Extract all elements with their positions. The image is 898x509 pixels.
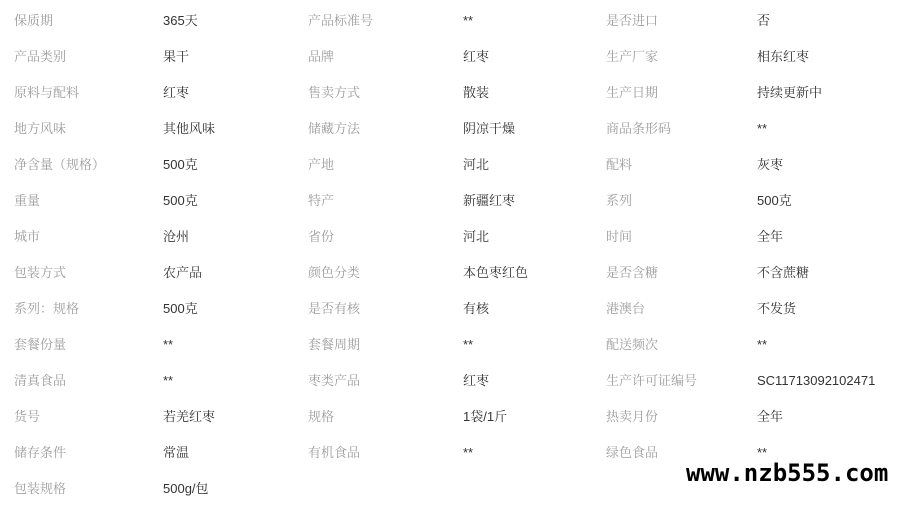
attribute-row [308, 75, 604, 111]
attribute-value: 有核 [463, 301, 490, 316]
attribute-label: 地方风味 [14, 121, 67, 136]
attribute-label: 重量 [14, 193, 41, 208]
attribute-label: 产品标准号 [308, 13, 374, 28]
attribute-row [308, 327, 604, 363]
attribute-row [14, 435, 306, 471]
attribute-label: 原料与配料 [14, 85, 80, 100]
attribute-label: 储藏方法 [308, 121, 361, 136]
attribute-value: 500克 [163, 157, 198, 172]
attribute-row [308, 111, 604, 147]
attribute-value: 1袋/1斤 [463, 409, 508, 424]
attribute-value: 沧州 [163, 229, 190, 244]
attribute-label: 生产日期 [606, 85, 659, 100]
attribute-value: 农产品 [163, 265, 203, 280]
attribute-label: 包装方式 [14, 265, 67, 280]
attribute-row [14, 399, 306, 435]
attribute-label: 系列：规格 [14, 301, 80, 316]
attribute-row [606, 327, 896, 363]
attribute-label: 特产 [308, 193, 335, 208]
attribute-label: 枣类产品 [308, 373, 361, 388]
attribute-row [606, 111, 896, 147]
attribute-row [14, 111, 306, 147]
attribute-value: ** [757, 445, 768, 460]
attribute-label: 产地 [308, 157, 335, 172]
attribute-row [308, 147, 604, 183]
attribute-value: 相东红枣 [757, 49, 810, 64]
attribute-value: 500g/包 [163, 481, 209, 496]
attribute-value: ** [757, 121, 768, 136]
attribute-value: 散装 [463, 85, 490, 100]
attribute-row [308, 183, 604, 219]
attribute-value: 红枣 [463, 373, 490, 388]
attribute-value: 红枣 [163, 85, 190, 100]
attribute-label: 颜色分类 [308, 265, 361, 280]
attribute-row [308, 3, 604, 39]
attribute-label: 有机食品 [308, 445, 361, 460]
attribute-row [308, 363, 604, 399]
attribute-row [14, 327, 306, 363]
attribute-row [606, 255, 896, 291]
attribute-row [14, 39, 306, 75]
attribute-row [14, 291, 306, 327]
attribute-value: 500克 [163, 301, 198, 316]
attribute-row [14, 255, 306, 291]
attribute-row [308, 291, 604, 327]
attribute-value: SC11713092102471 [757, 373, 876, 388]
attribute-value: 365天 [163, 13, 198, 28]
attribute-label: 生产许可证编号 [606, 373, 698, 388]
attribute-row [606, 399, 896, 435]
attribute-value: 灰枣 [757, 157, 784, 172]
attribute-value: 全年 [757, 409, 784, 424]
attribute-label: 套餐份量 [14, 337, 67, 352]
attribute-label: 配料 [606, 157, 633, 172]
attribute-value: ** [463, 337, 474, 352]
attribute-label: 是否进口 [606, 13, 659, 28]
attribute-label: 售卖方式 [308, 85, 361, 100]
attribute-row [14, 3, 306, 39]
attribute-label: 是否含糖 [606, 265, 659, 280]
attribute-label: 储存条件 [14, 445, 67, 460]
attribute-row [14, 147, 306, 183]
attribute-label: 港澳台 [606, 301, 646, 316]
attribute-row [14, 219, 306, 255]
attribute-row [606, 291, 896, 327]
attribute-value: ** [757, 337, 768, 352]
attribute-row [14, 75, 306, 111]
attribute-label: 是否有核 [308, 301, 361, 316]
attribute-label: 净含量（规格） [14, 157, 106, 172]
attribute-row [14, 183, 306, 219]
attribute-label: 生产厂家 [606, 49, 659, 64]
attribute-value: 否 [757, 13, 771, 28]
attribute-value: 常温 [163, 445, 190, 460]
attribute-value: 若羌红枣 [163, 409, 216, 424]
watermark: www.nzb555.com [686, 459, 889, 487]
attribute-row [308, 219, 604, 255]
attribute-value: ** [463, 445, 474, 460]
attribute-row [606, 3, 896, 39]
attribute-value: 本色枣红色 [463, 265, 529, 280]
attribute-label: 系列 [606, 193, 633, 208]
attribute-value: 不含蔗糖 [757, 265, 810, 280]
attribute-value: 500克 [163, 193, 198, 208]
attribute-value: 新疆红枣 [463, 193, 516, 208]
attribute-row [606, 363, 896, 399]
attribute-label: 配送频次 [606, 337, 659, 352]
attribute-row [308, 435, 604, 471]
attribute-label: 货号 [14, 409, 41, 424]
attribute-label: 保质期 [14, 13, 54, 28]
attribute-value: 阴凉干燥 [463, 121, 516, 136]
attribute-value: 不发货 [757, 301, 797, 316]
attribute-label: 套餐周期 [308, 337, 361, 352]
attribute-label: 清真食品 [14, 373, 67, 388]
attribute-value: 果干 [163, 49, 190, 64]
attribute-value: 河北 [463, 229, 490, 244]
attribute-label: 品牌 [308, 49, 335, 64]
attributes-column-2 [308, 3, 604, 471]
attribute-row [606, 219, 896, 255]
attribute-value: 红枣 [463, 49, 490, 64]
attribute-row [606, 147, 896, 183]
attribute-label: 省份 [308, 229, 335, 244]
attribute-value: 500克 [757, 193, 792, 208]
attribute-label: 包装规格 [14, 481, 67, 496]
attribute-value: 河北 [463, 157, 490, 172]
attribute-row [606, 39, 896, 75]
attribute-row [308, 39, 604, 75]
attribute-label: 绿色食品 [606, 445, 659, 460]
attribute-value: 其他风味 [163, 121, 216, 136]
attribute-row [308, 255, 604, 291]
attribute-value: ** [163, 337, 174, 352]
attribute-label: 规格 [308, 409, 335, 424]
attributes-column-3 [606, 3, 896, 471]
attribute-row [14, 471, 306, 507]
attribute-value: 持续更新中 [757, 85, 823, 100]
attribute-value: ** [163, 373, 174, 388]
attribute-value: 全年 [757, 229, 784, 244]
attribute-row [14, 363, 306, 399]
attribute-label: 热卖月份 [606, 409, 659, 424]
attribute-label: 商品条形码 [606, 121, 672, 136]
attribute-row [606, 183, 896, 219]
attribute-label: 产品类别 [14, 49, 67, 64]
attribute-label: 时间 [606, 229, 633, 244]
attribute-label: 城市 [14, 229, 41, 244]
attributes-column-1 [14, 3, 306, 507]
attribute-row [606, 75, 896, 111]
attribute-value: ** [463, 13, 474, 28]
attribute-row [308, 399, 604, 435]
